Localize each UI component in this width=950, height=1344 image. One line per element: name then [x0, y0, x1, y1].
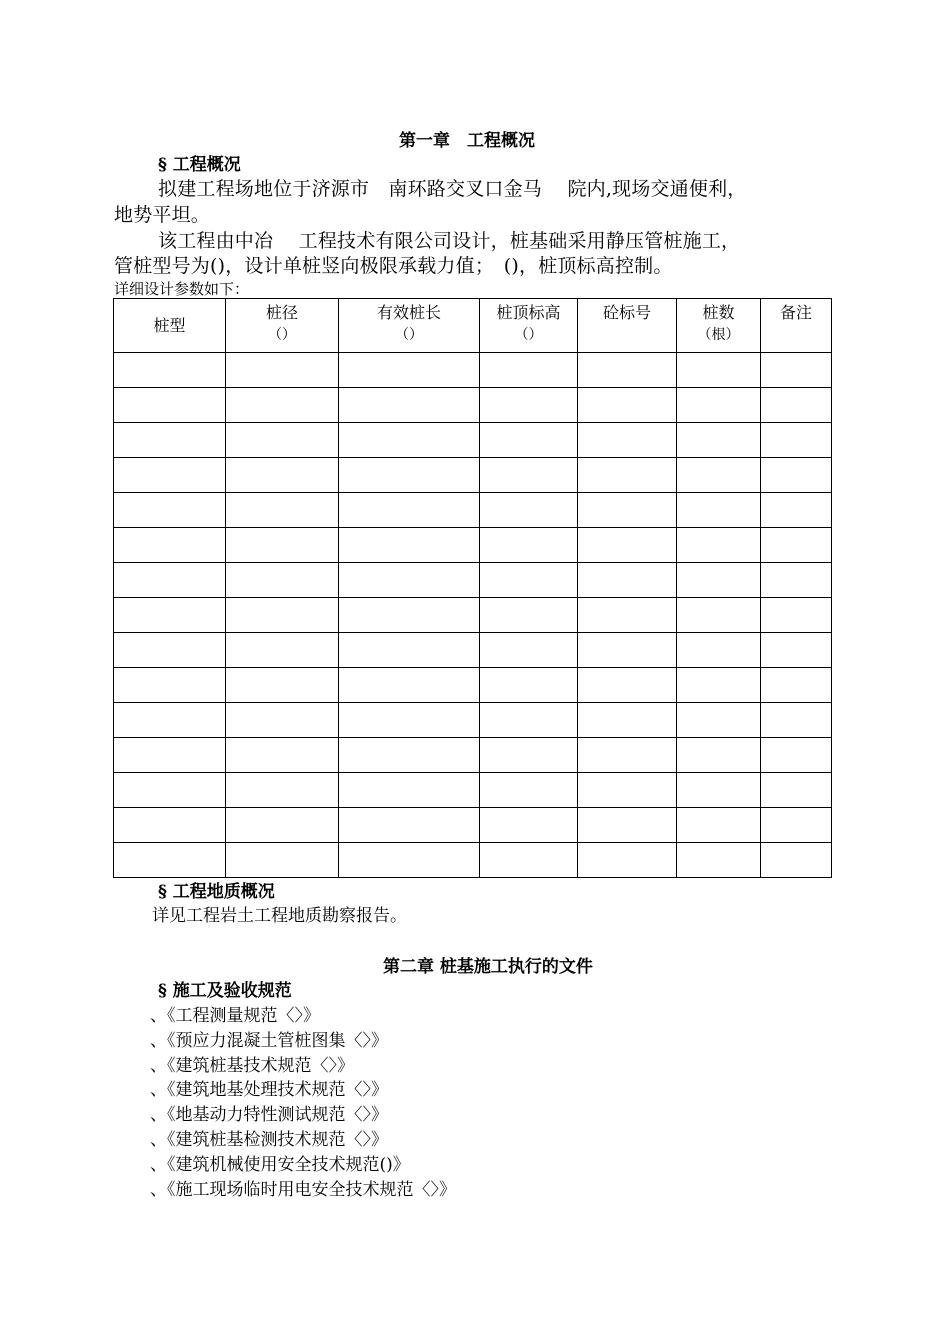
table-cell [114, 668, 226, 703]
table-cell [761, 703, 832, 738]
table-cell [339, 843, 480, 878]
table-cell [114, 633, 226, 668]
table-row [114, 493, 832, 528]
table-header-row [114, 299, 832, 353]
table-row [114, 423, 832, 458]
table-cell [114, 773, 226, 808]
table-row [114, 738, 832, 773]
table-cell [480, 423, 578, 458]
table-cell [480, 668, 578, 703]
table-cell [339, 598, 480, 633]
table-cell [480, 458, 578, 493]
table-cell [480, 353, 578, 388]
table-cell [761, 388, 832, 423]
table-cell [480, 808, 578, 843]
table-cell [761, 738, 832, 773]
section-project-overview-heading: § 工程概况 [158, 155, 241, 175]
table-row [114, 388, 832, 423]
table-cell [677, 843, 761, 878]
table-cell [114, 353, 226, 388]
paragraph-site-location-line1: 拟建工程场地位于济源市 南环路交叉口金马 院内,现场交通便利， [158, 178, 747, 200]
spec-list-item: 、《预应力混凝土管桩图集〈〉》 [150, 1031, 388, 1051]
table-cell [339, 388, 480, 423]
table-row [114, 563, 832, 598]
table-cell [114, 598, 226, 633]
table-cell [677, 808, 761, 843]
table-cell [480, 633, 578, 668]
table-cell [761, 353, 832, 388]
table-row [114, 773, 832, 808]
table-cell [578, 563, 677, 598]
table-cell [761, 493, 832, 528]
table-cell [578, 773, 677, 808]
table-cell [339, 423, 480, 458]
header-pile-type: 桩型 [114, 299, 226, 353]
spec-list-item: 、《施工现场临时用电安全技术规范〈〉》 [150, 1180, 456, 1200]
header-concrete-grade: 砼标号 [578, 299, 677, 353]
table-cell [761, 633, 832, 668]
table-cell [226, 493, 339, 528]
table-row [114, 703, 832, 738]
table-cell [114, 843, 226, 878]
design-parameters-table [113, 298, 832, 878]
table-cell [339, 493, 480, 528]
section-geology-heading: § 工程地质概况 [158, 882, 275, 902]
table-cell [226, 458, 339, 493]
table-cell [226, 773, 339, 808]
table-cell [578, 703, 677, 738]
table-cell [226, 738, 339, 773]
section-specs-heading: § 施工及验收规范 [158, 981, 292, 1001]
table-cell [677, 423, 761, 458]
table-row [114, 528, 832, 563]
table-cell [114, 388, 226, 423]
spec-list-item: 、《建筑桩基技术规范〈〉》 [150, 1056, 354, 1076]
table-row [114, 633, 832, 668]
table-cell [339, 808, 480, 843]
header-pile-count: 桩数 （根） [677, 299, 761, 353]
header-effective-length: 有效桩长 （） [339, 299, 480, 353]
table-cell [226, 353, 339, 388]
table-cell [677, 668, 761, 703]
spec-list-item: 、《建筑桩基检测技术规范〈〉》 [150, 1130, 388, 1150]
table-cell [226, 633, 339, 668]
table-cell [578, 423, 677, 458]
table-cell [339, 563, 480, 598]
table-cell [226, 528, 339, 563]
table-cell [578, 353, 677, 388]
table-cell [480, 598, 578, 633]
table-cell [114, 563, 226, 598]
table-cell [677, 388, 761, 423]
table-cell [480, 528, 578, 563]
table-cell [761, 563, 832, 598]
table-cell [761, 843, 832, 878]
table-row [114, 668, 832, 703]
table-cell [480, 773, 578, 808]
table-cell [761, 773, 832, 808]
table-cell [677, 528, 761, 563]
table-row [114, 353, 832, 388]
table-cell [578, 738, 677, 773]
geology-text: 详见工程岩土工程地质勘察报告。 [152, 906, 407, 926]
table-cell [226, 423, 339, 458]
table-cell [578, 668, 677, 703]
table-row [114, 598, 832, 633]
table-cell [114, 738, 226, 773]
table-cell [761, 598, 832, 633]
table-cell [578, 493, 677, 528]
table-cell [480, 563, 578, 598]
spec-list-item: 、《地基动力特性测试规范〈〉》 [150, 1105, 388, 1125]
table-cell [339, 703, 480, 738]
table-cell [578, 458, 677, 493]
paragraph-design-line2: 管桩型号为()，设计单桩竖向极限承载力值； ()，桩顶标高控制。 [114, 255, 673, 277]
table-cell [677, 773, 761, 808]
table-cell [114, 703, 226, 738]
table-cell [480, 388, 578, 423]
table-row [114, 843, 832, 878]
table-cell [677, 493, 761, 528]
table-cell [339, 458, 480, 493]
header-remarks: 备注 [761, 299, 832, 353]
table-cell [677, 353, 761, 388]
table-cell [761, 458, 832, 493]
table-cell [226, 808, 339, 843]
table-cell [578, 388, 677, 423]
table-cell [339, 633, 480, 668]
table-cell [226, 598, 339, 633]
table-cell [226, 563, 339, 598]
spec-list-item: 、《工程测量规范〈〉》 [150, 1006, 320, 1026]
paragraph-site-location-line2: 地势平坦。 [114, 204, 211, 226]
table-cell [226, 843, 339, 878]
table-cell [677, 598, 761, 633]
paragraph-design-line1: 该工程由中冶 工程技术有限公司设计，桩基础采用静压管桩施工， [158, 230, 741, 252]
table-cell [480, 843, 578, 878]
table-cell [339, 353, 480, 388]
table-cell [480, 703, 578, 738]
table-cell [114, 528, 226, 563]
table-cell [339, 668, 480, 703]
spec-list-item: 、《建筑机械使用安全技术规范()》 [150, 1155, 410, 1175]
params-intro: 详细设计参数如下： [114, 280, 250, 298]
table-cell [677, 738, 761, 773]
table-cell [578, 633, 677, 668]
header-top-elevation: 桩顶标高 （） [480, 299, 578, 353]
table-cell [677, 633, 761, 668]
table-cell [114, 423, 226, 458]
table-cell [339, 773, 480, 808]
table-cell [677, 458, 761, 493]
table-cell [578, 598, 677, 633]
table-row [114, 458, 832, 493]
table-cell [578, 528, 677, 563]
table-cell [339, 738, 480, 773]
table-cell [578, 808, 677, 843]
table-cell [114, 493, 226, 528]
table-row [114, 808, 832, 843]
table-cell [761, 423, 832, 458]
table-cell [114, 458, 226, 493]
table-cell [761, 528, 832, 563]
chapter2-title: 第二章 桩基施工执行的文件 [383, 957, 593, 977]
table-cell [677, 563, 761, 598]
chapter1-title: 第一章 工程概况 [399, 131, 535, 151]
table-cell [226, 668, 339, 703]
table-cell [114, 808, 226, 843]
table-cell [761, 808, 832, 843]
table-cell [226, 703, 339, 738]
table-cell [761, 668, 832, 703]
table-cell [480, 493, 578, 528]
table-cell [339, 528, 480, 563]
header-pile-diameter: 桩径 （） [226, 299, 339, 353]
table-cell [480, 738, 578, 773]
table-cell [578, 843, 677, 878]
spec-list-item: 、《建筑地基处理技术规范〈〉》 [150, 1080, 388, 1100]
table-cell [226, 388, 339, 423]
table-cell [677, 703, 761, 738]
